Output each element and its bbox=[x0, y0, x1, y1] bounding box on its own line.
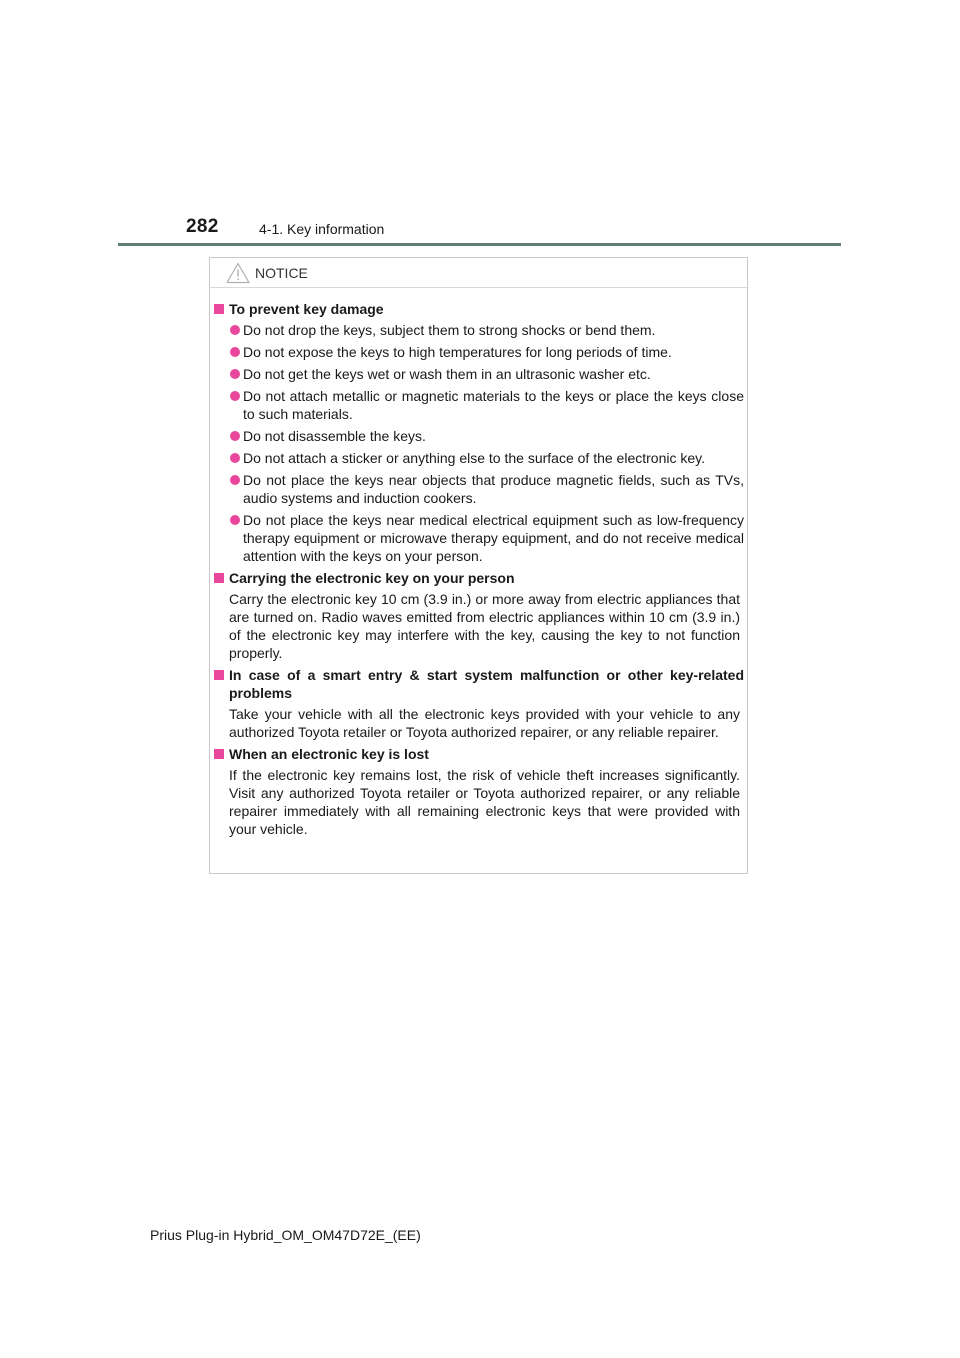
section-heading bbox=[214, 569, 744, 587]
round-bullet-icon bbox=[230, 391, 240, 401]
section-title: 4-1. Key information bbox=[259, 221, 385, 237]
warning-triangle-icon bbox=[226, 262, 250, 284]
round-bullet-icon bbox=[230, 431, 240, 441]
square-bullet-icon bbox=[214, 749, 224, 759]
section-key-lost bbox=[214, 745, 744, 838]
section-key-damage bbox=[214, 300, 744, 565]
round-bullet-icon bbox=[230, 453, 240, 463]
notice-body bbox=[214, 300, 744, 842]
section-paragraph: Take your vehicle with all the electronic keys provided with your vehicle to any authorized Toyota retailer or Toyota authorized repairer, or any reliable repairer. bbox=[229, 706, 740, 740]
bullet-text: Do not attach metallic or magnetic materials to the keys or place the keys close to such materials. bbox=[243, 388, 744, 422]
section-heading bbox=[214, 666, 744, 702]
page-number: 282 bbox=[186, 216, 219, 237]
heading-text: To prevent key damage bbox=[229, 301, 384, 317]
round-bullet-icon bbox=[230, 325, 240, 335]
bullet-text: Do not expose the keys to high temperatures for long periods of time. bbox=[243, 344, 672, 360]
round-bullet-icon bbox=[230, 475, 240, 485]
square-bullet-icon bbox=[214, 304, 224, 314]
round-bullet-icon bbox=[230, 515, 240, 525]
heading-text: In case of a smart entry & start system malfunction or other key-related problems bbox=[229, 667, 744, 701]
heading-text: Carrying the electronic key on your person bbox=[229, 570, 515, 586]
section-carrying-key bbox=[214, 569, 744, 662]
heading-text: When an electronic key is lost bbox=[229, 746, 429, 762]
section-heading bbox=[214, 300, 744, 318]
list-item bbox=[230, 365, 744, 383]
list-item bbox=[230, 343, 744, 361]
notice-box bbox=[209, 257, 748, 874]
round-bullet-icon bbox=[230, 347, 240, 357]
document-footer: Prius Plug-in Hybrid_OM_OM47D72E_(EE) bbox=[150, 1227, 421, 1243]
list-item bbox=[230, 471, 744, 507]
header-rule bbox=[118, 243, 841, 246]
section-paragraph: Carry the electronic key 10 cm (3.9 in.) or more away from electric appliances that are turned on. Radio waves emitted from electric appliances within 10 cm (3.9 in.) of the electronic key may interfere with the key, causing the key to not function properly. bbox=[229, 591, 740, 661]
square-bullet-icon bbox=[214, 670, 224, 680]
list-item bbox=[230, 427, 744, 445]
list-item bbox=[230, 449, 744, 467]
list-item bbox=[230, 321, 744, 339]
bullet-text: Do not attach a sticker or anything else to the surface of the electronic key. bbox=[243, 450, 705, 466]
section-paragraph: If the electronic key remains lost, the risk of vehicle theft increases significantly. Visit any authorized Toyota retailer or Toyota authorized repairer, or any reliable repairer immediately with all remaining electronic keys that were provided with your vehicle. bbox=[229, 767, 740, 837]
bullet-text: Do not place the keys near objects that produce magnetic fields, such as TVs, audio systems and induction cookers. bbox=[243, 472, 744, 506]
notice-header bbox=[210, 258, 747, 288]
bullet-text: Do not disassemble the keys. bbox=[243, 428, 426, 444]
bullet-text: Do not drop the keys, subject them to strong shocks or bend them. bbox=[243, 322, 656, 338]
section-malfunction bbox=[214, 666, 744, 741]
section-heading bbox=[214, 745, 744, 763]
bullet-text: Do not place the keys near medical electrical equipment such as low-frequency therapy equipment or microwave therapy equipment, and do not receive medical attention with the keys on your person. bbox=[243, 512, 744, 564]
square-bullet-icon bbox=[214, 573, 224, 583]
bullet-text: Do not get the keys wet or wash them in an ultrasonic washer etc. bbox=[243, 366, 651, 382]
round-bullet-icon bbox=[230, 369, 240, 379]
list-item bbox=[230, 511, 744, 565]
list-item bbox=[230, 387, 744, 423]
notice-title: NOTICE bbox=[255, 265, 308, 281]
